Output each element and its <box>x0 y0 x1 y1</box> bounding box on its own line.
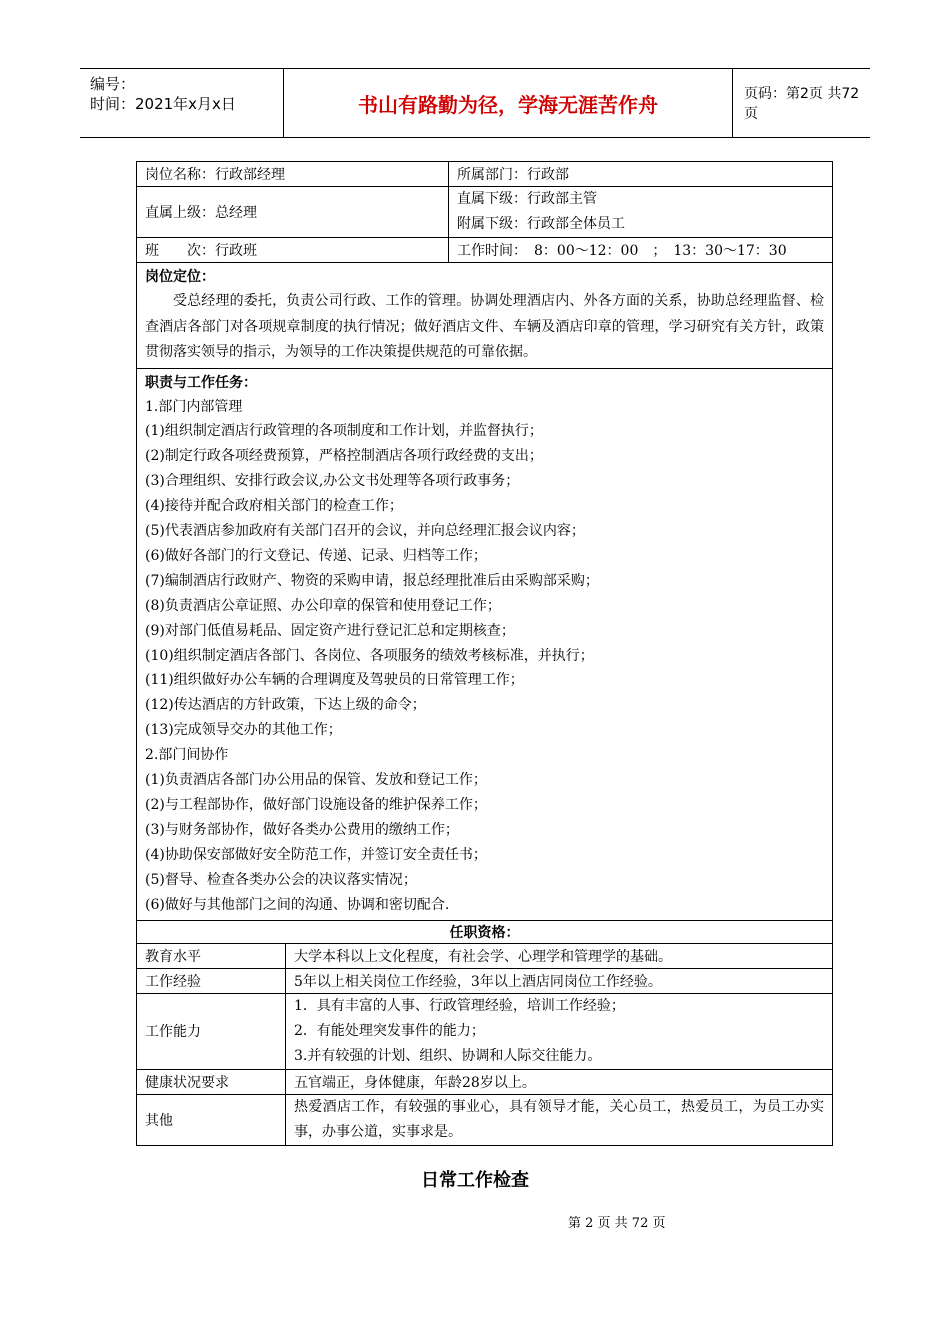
table-row <box>137 238 833 263</box>
table-row <box>137 920 833 943</box>
duty-line: (3)与财务部协作，做好各类办公费用的缴纳工作； <box>145 821 459 838</box>
qualifications-title: 任职资格： <box>137 920 833 943</box>
duty-line: (7)编制酒店行政财产、物资的采购申请，报总经理批准后由采购部采购； <box>145 572 599 589</box>
health-value: 五官端正，身体健康，年龄28岁以上。 <box>286 1069 833 1094</box>
duty-line: (9)对部门低值易耗品、固定资产进行登记汇总和定期核查； <box>145 622 515 639</box>
job-name: 岗位名称：行政部经理 <box>137 162 449 187</box>
footer-page-number: 第 2 页 共 72 页 <box>568 1216 666 1231</box>
table-row <box>137 993 833 1069</box>
job-affiliated-sub: 附属下级：行政部全体员工 <box>457 216 625 232</box>
health-label: 健康状况要求 <box>137 1069 286 1094</box>
table-row <box>137 943 833 968</box>
job-shift: 班 次：行政班 <box>137 238 449 263</box>
duty-line: (10)组织制定酒店各部门、各岗位、各项服务的绩效考核标准，并执行； <box>145 647 594 664</box>
duty-line: (6)做好与其他部门之间的沟通、协调和密切配合. <box>145 896 450 913</box>
duty-line: (2)与工程部协作，做好部门设施设备的维护保养工作； <box>145 797 487 813</box>
other-label: 其他 <box>137 1094 286 1145</box>
ability-label: 工作能力 <box>137 993 286 1069</box>
header-page-info: 页码：第2页 共72页 <box>744 86 860 122</box>
job-department: 所属部门：行政部 <box>449 162 833 187</box>
duty-line: (13)完成领导交办的其他工作； <box>145 722 342 739</box>
ability-line: 2．有能处理突发事件的能力； <box>294 1022 485 1039</box>
table-row <box>137 1069 833 1094</box>
duty-line: (6)做好各部门的行文登记、传递、记录、归档等工作； <box>145 547 487 564</box>
duty-line: 2.部门间协作 <box>145 747 229 764</box>
job-work-time: 工作时间： 8：00～12：00 ； 13：30～17：30 <box>449 238 833 263</box>
duty-line: (4)接待并配合政府相关部门的检查工作； <box>145 498 403 515</box>
experience-value: 5年以上相关岗位工作经验，3年以上酒店同岗位工作经验。 <box>286 968 833 993</box>
table-row <box>137 1094 833 1145</box>
duty-line: (11)组织做好办公车辆的合理调度及驾驶员的日常管理工作； <box>145 672 524 689</box>
table-row <box>137 368 833 920</box>
next-section-title: 日常工作检查 <box>421 1170 529 1191</box>
duty-line: (1)组织制定酒店行政管理的各项制度和工作计划，并监督执行； <box>145 423 543 440</box>
job-superior: 直属上级：总经理 <box>137 187 449 238</box>
experience-label: 工作经验 <box>137 968 286 993</box>
table-row <box>137 162 833 187</box>
ability-line: 3.并有较强的计划、组织、协调和人际交往能力。 <box>294 1047 602 1064</box>
table-row <box>137 968 833 993</box>
time-label: 时间：2021年x月x日 <box>90 95 236 113</box>
number-label: 编号： <box>90 75 136 93</box>
other-text: 热爱酒店工作，有较强的事业心，具有领导才能，关心员工，热爱员工，为员工办实事，办事公道，实事求是。 <box>294 1098 824 1140</box>
duties-section <box>137 368 833 920</box>
duty-line: (1)负责酒店各部门办公用品的保管、发放和登记工作； <box>145 772 487 789</box>
header-motto: 书山有路勤为径，学海无涯苦作舟 <box>283 69 733 137</box>
table-row <box>137 263 833 369</box>
header-meta <box>80 69 283 137</box>
duty-line: (4)协助保安部做好安全防范工作，并签订安全责任书； <box>145 846 487 863</box>
positioning-title: 岗位定位： <box>145 269 215 285</box>
positioning-section <box>137 263 833 369</box>
ability-value <box>286 993 833 1069</box>
duty-line: (5)督导、检查各类办公会的决议落实情况； <box>145 871 417 888</box>
job-direct-sub: 直属下级：行政部主管 <box>457 191 597 207</box>
other-value <box>286 1094 833 1145</box>
job-subordinates <box>449 187 833 238</box>
job-description-table <box>136 161 833 1146</box>
duty-line: (2)制定行政各项经费预算，严格控制酒店各项行政经费的支出； <box>145 448 543 465</box>
education-value: 大学本科以上文化程度，有社会学、心理学和管理学的基础。 <box>286 943 833 968</box>
duty-line: 1.部门内部管理 <box>145 398 243 415</box>
duty-line: (12)传达酒店的方针政策，下达上级的命令； <box>145 697 426 714</box>
positioning-text: 受总经理的委托，负责公司行政、工作的管理。协调处理酒店内、外各方面的关系，协助总经理监督、检查酒店各部门对各项规章制度的执行情况；做好酒店文件、车辆及酒店印章的管理，学习研究有关方针，政策贯彻落实领导的指示，为领导的工作决策提供规范的可靠依据。 <box>145 293 824 360</box>
duty-line: (5)代表酒店参加政府有关部门召开的会议，并向总经理汇报会议内容； <box>145 523 585 540</box>
ability-line: 1．具有丰富的人事、行政管理经验，培训工作经验； <box>294 997 625 1014</box>
duties-title: 职责与工作任务： <box>145 374 257 391</box>
education-label: 教育水平 <box>137 943 286 968</box>
table-row <box>137 187 833 238</box>
duty-line: (8)负责酒店公章证照、办公印章的保管和使用登记工作； <box>145 597 501 614</box>
page-header <box>80 68 870 138</box>
duty-line: (3)合理组织、安排行政会议,办公文书处理等各项行政事务； <box>145 473 520 490</box>
